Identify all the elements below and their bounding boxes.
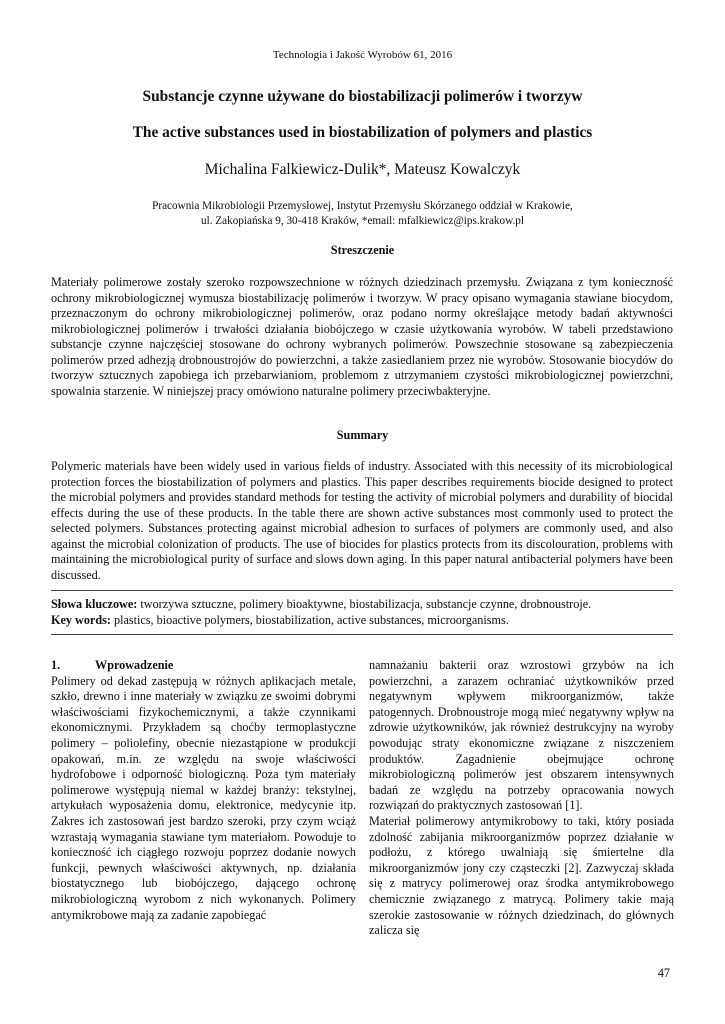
keywords-polish-text: tworzywa sztuczne, polimery bioaktywne, biostabilizacja, substancje czynne, drobnoustroje. xyxy=(137,597,592,611)
body-column-right xyxy=(369,658,674,939)
title-polish: Substancje czynne używane do biostabilizacji polimerów i tworzyw xyxy=(142,88,583,105)
affiliation xyxy=(60,199,665,229)
keywords-bottom-rule xyxy=(51,634,673,635)
body-paragraph-3: Materiał polimerowy antymikrobowy to taki, który posiada zdolność zabijania mikroorganizmów poprzez działanie w podłożu, z którego uwalniają się śmiertelne dla mikroorganizmów jony czy cząsteczki [2]. Zazwyczaj składa się z matrycy polimerowej oraz środka antymikrobowego chemicznie związanego z matrycą. Polimery takie mają szerokie zastosowanie w różnych dziedzinach, do głównych zalicza się xyxy=(369,813,674,938)
keywords-english-label: Key words: xyxy=(51,613,111,627)
title-english: The active substances used in biostabilization of polymers and plastics xyxy=(132,124,593,141)
section-1-heading xyxy=(51,658,356,674)
streszczenie-text: Materiały polimerowe zostały szeroko rozpowszechnione w różnych dziedzinach przemysłu. Związana z tym konieczność ochrony mikrobiologicznej wymusza biostabilizację polimerów i tworzyw. W pracy opisano wymagania stawiane biocydom, przeznaczonym do ochrony mikrobiologicznej polimerów, oraz podano normy określające metody badań aktywności mikrobiologicznej polimerów i trwałości działania biobójczego w czasie użytkowania wyrobów. W tabeli przedstawiono substancje czynne najczęściej stosowane do ochrony wybranych polimerów. Powszechnie stosowane są zabezpieczenia polimerów przed adhezją drobnoustrojów do powierzchni, a także zasiedlaniem przez nie wyrobów. Stosowanie biocydów do tworzyw sztucznych zapobiega ich przebarwianiom, problemom z utrzymaniem czystości mikrobiologicznej powierzchni, spowalnia starzenie. W niniejszej pracy omówiono naturalne polimery przeciwbakteryjne. xyxy=(51,275,673,398)
section-1-number: 1. xyxy=(51,658,61,672)
journal-header: Technologia i Jakość Wyrobów 61, 2016 xyxy=(272,49,453,61)
body-column-left xyxy=(51,658,356,923)
body-paragraph-1: Polimery od dekad zastępują w różnych aplikacjach metale, szkło, drewno i inne materiały w związku ze swoimi dobrymi właściwościami fizykochemicznymi, a także czynnikami ekonomicznymi. Przykładem są choćby termoplastyczne polimery – poliolefiny, obecnie niezastąpione w produkcji opakowań, m.in. ze względu na swoje właściwości hydrofobowe i odporność biologiczną. Poza tym materiały polimerowe występują niemal w każdej branży: tekstylnej, artykułach wyposażenia domu, elektronice, medycynie itp. Zakres ich zastosowań jest bardzo szeroki, przy czym wciąż wzrastają wymagania stawiane tym materiałom. Powoduje to konieczność ich ciągłego rozwoju poprzez dodanie nowych funkcji, pewnych właściwości aktywnych, np. działania biostatycznego lub biobójczego, dającego ochronę mikrobiologiczną wyrobom z nich wykonanych. Polimery antymikrobowe mają za zadanie zapobiegać xyxy=(51,673,356,922)
keywords-english-text: plastics, bioactive polymers, biostabilization, active substances, microorganisms. xyxy=(110,613,509,627)
summary-text: Polymeric materials have been widely used in various fields of industry. Associated with this necessity of its microbiological protection forces the biostabilization of polymers and plastics. This paper describes requirements biocide designed to protect the microbial polymers and provides standard methods for testing the activity of microbial polymers and durability of biocidal effects during the use of these products. In the table there are shown active substances most commonly used to protect the selected polymers. Substances protecting against microbial adhesion to surfaces of polymers are commonly used, and also against the microbial colonization of products. The use of biocides for plastics protects from its discolouration, problems with maintaining the microbiological purity of surface and slows down aging. In this paper natural antibacterial polymers have been discussed. xyxy=(51,459,673,582)
keywords-english xyxy=(51,612,673,628)
streszczenie-heading: Streszczenie xyxy=(330,243,395,257)
keywords-polish-label: Słowa kluczowe: xyxy=(51,597,138,611)
authors: Michalina Falkiewicz-Dulik*, Mateusz Kowalczyk xyxy=(204,161,521,178)
body-paragraph-2: namnażaniu bakterii oraz wzrostowi grzybów na ich powierzchni, a zarazem ochraniać użytkowników przed negatywnym wpływem mikroorganizmów, także patogennych. Drobnoustroje mogą mieć negatywny wpływ na zdrowie użytkowników, jak również destrukcyjny na wyroby powodując straty ekonomiczne związane z niszczeniem produktów. Zagadnienie obejmujące ochronę mikrobiologiczną polimerów jest obszarem intensywnych badań ze względu na potrzeby opracowania nowych rozwiązań do praktycznych zastosowań [1]. xyxy=(369,658,674,813)
page-number: 47 xyxy=(657,966,670,980)
keywords-top-rule xyxy=(51,590,673,591)
affiliation-line-2: ul. Zakopiańska 9, 30-418 Kraków, *email: mfalkiewicz@ips.krakow.pl xyxy=(201,215,524,227)
affiliation-line-1: Pracownia Mikrobiologii Przemysłowej, Instytut Przemysłu Skórzanego oddział w Krakowie, xyxy=(152,200,573,212)
summary-heading: Summary xyxy=(336,428,389,442)
section-1-title: Wprowadzenie xyxy=(95,658,174,672)
keywords-polish xyxy=(51,596,673,612)
